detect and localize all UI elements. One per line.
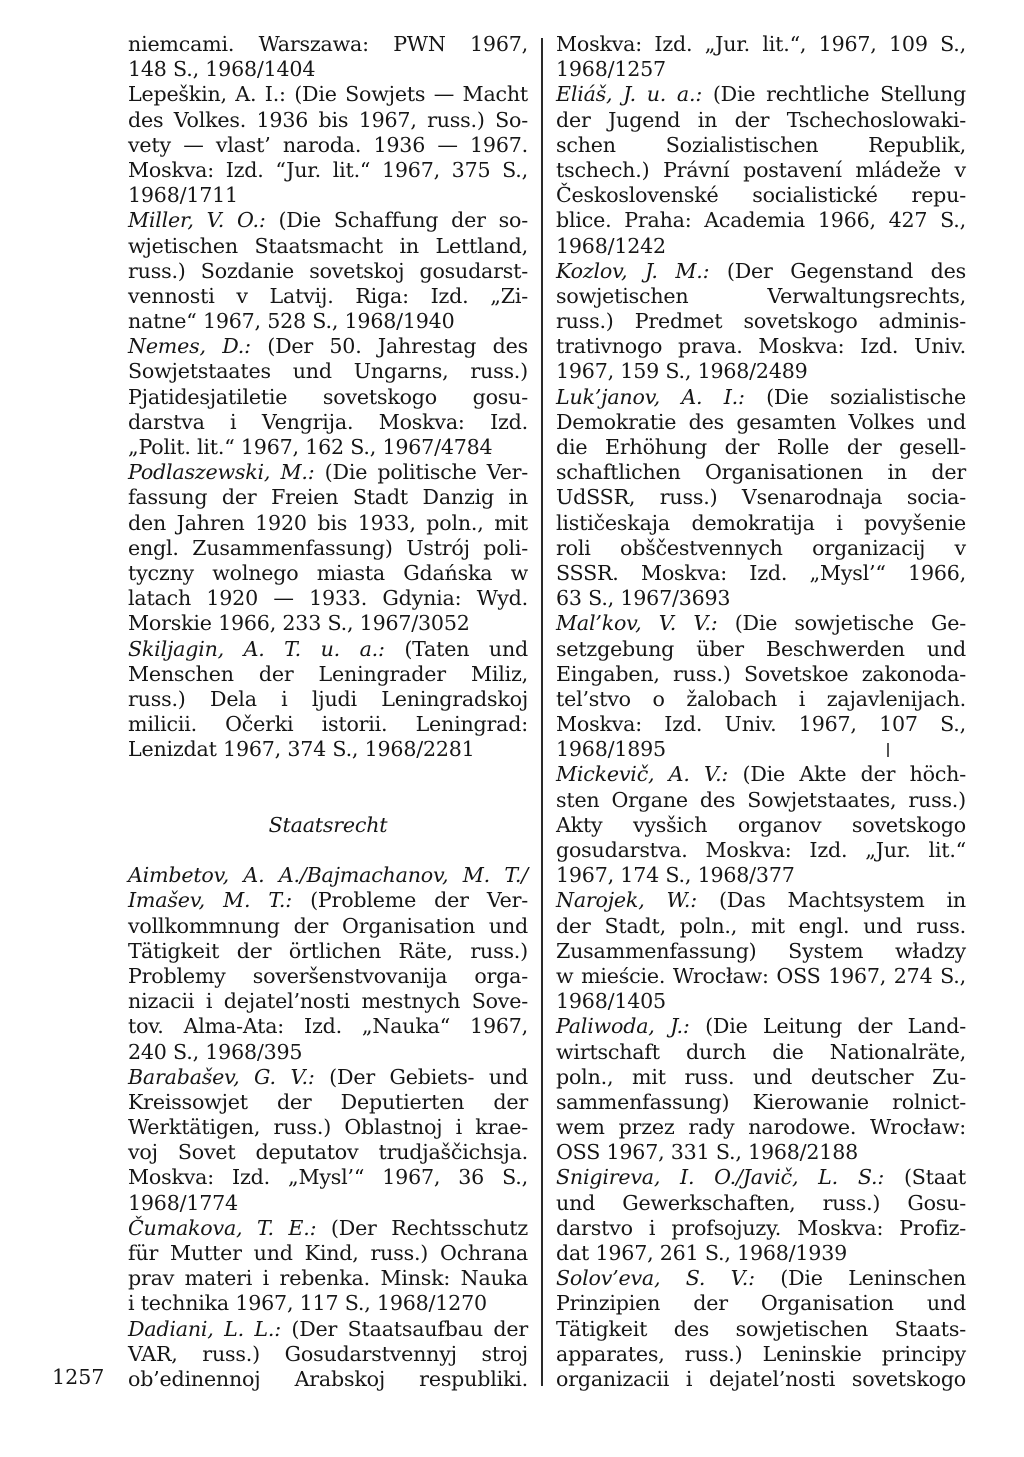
text-line [128, 309, 528, 334]
text-line [556, 989, 966, 1014]
margin-mark [887, 743, 889, 757]
entry-first-line [128, 637, 528, 662]
entry-author: Aimbetov, A. A./Bajmachanov, M. T./ [128, 863, 528, 888]
line-text: UdSSR, russ.) Vsenarodnaja socia- [556, 485, 966, 510]
line-text: Morskie 1966, 233 S., 1967/3052 [128, 611, 470, 636]
text-line [128, 964, 528, 989]
line-text: tel’stvo o žalobach i zajavlenijach. [556, 686, 966, 711]
line-text: sten Organe des Sowjetstaates, russ.) [556, 787, 966, 812]
entry-first-line [128, 1317, 528, 1342]
left-column [128, 32, 528, 1392]
line-text: wirtschaft durch die Nationalräte, [556, 1039, 966, 1064]
line-text: darstva i Vengrija. Moskva: Izd. [128, 409, 528, 434]
text-line [128, 1090, 528, 1115]
text-line [128, 259, 528, 284]
text-line [128, 662, 528, 687]
entry-author: Snigireva, I. O./Javič, L. S.: [556, 1165, 885, 1190]
blank-line [128, 762, 528, 787]
line-text: VAR, russ.) Gosudarstvennyj stroj [128, 1341, 528, 1366]
text-line [128, 234, 528, 259]
line-text: der Jugend in der Tschechoslowaki- [556, 107, 966, 132]
line-text: schaftlichen Organisationen in der [556, 460, 966, 485]
text-line [556, 637, 966, 662]
line-text: (Die Akte der höch- [728, 762, 967, 787]
line-text: 63 S., 1967/3693 [556, 586, 731, 611]
line-text: 1968/1242 [556, 233, 666, 258]
line-text: roli obščestvennych organizacij v [556, 535, 966, 560]
entry-first-line [556, 1266, 966, 1291]
entry-first-line [128, 863, 528, 888]
entry-author: Nemes, D.: [128, 334, 251, 359]
line-text: (Das Machtsystem in [696, 888, 966, 913]
line-text: natne“ 1967, 528 S., 1968/1940 [128, 309, 455, 334]
entry-first-line [128, 1216, 528, 1241]
text-line [556, 460, 966, 485]
line-text: (Die Leitung der Land- [689, 1014, 966, 1039]
line-text: sowjetischen Verwaltungsrechts, [556, 283, 966, 308]
right-column [556, 32, 966, 1392]
text-line [128, 586, 528, 611]
text-line [556, 183, 966, 208]
text-line [128, 1014, 528, 1039]
text-line [556, 359, 966, 384]
line-text: wjetischen Staatsmacht in Lettland, [128, 233, 528, 258]
text-line [556, 1065, 966, 1090]
entry-author: Paliwoda, J.: [556, 1014, 690, 1039]
text-line [556, 1291, 966, 1316]
text-line [556, 284, 966, 309]
text-line [128, 989, 528, 1014]
entry-first-line [556, 1014, 966, 1039]
line-text: Menschen der Leningrader Miliz, [128, 661, 528, 686]
line-text: darstvo i profsojuzy. Moskva: Profiz- [556, 1215, 966, 1240]
text-line [556, 561, 966, 586]
line-text: organizacii i dejatel’nosti sovetskogo [556, 1366, 966, 1391]
entry-author: Imašev, M. T.: [128, 888, 292, 913]
text-line [128, 914, 528, 939]
text-line [556, 410, 966, 435]
text-line [128, 359, 528, 384]
text-line [128, 1342, 528, 1367]
entry-first-line [556, 611, 966, 636]
line-text: schen Sozialistischen Republik, [556, 132, 966, 157]
entry-first-line [128, 208, 528, 233]
line-text: milicii. Očerki istorii. Leningrad: [128, 712, 528, 737]
line-text: apparates, russ.) Leninskie principy [556, 1341, 966, 1366]
line-text: vety — vlast’ naroda. 1936 — 1967. [128, 132, 528, 157]
text-line [128, 133, 528, 158]
text-line [556, 863, 966, 888]
text-line [556, 586, 966, 611]
line-text: wem przez rady narodowe. Wrocław: [556, 1115, 966, 1140]
entry-first-line [128, 460, 528, 485]
text-line [128, 712, 528, 737]
entry-author: Solov’eva, S. V.: [556, 1266, 755, 1291]
text-line [128, 1165, 528, 1190]
text-line [128, 32, 528, 57]
line-text: tyczny wolnego miasta Gdańska w [128, 560, 528, 585]
line-text: 1967, 159 S., 1968/2489 [556, 359, 808, 384]
line-text: vollkommnung der Organisation und [128, 913, 528, 938]
text-line [556, 914, 966, 939]
line-text: blice. Praha: Academia 1966, 427 S., [556, 208, 966, 233]
line-text: russ.) Predmet sovetskogo adminis- [556, 309, 966, 334]
text-line [128, 687, 528, 712]
line-text: dat 1967, 261 S., 1968/1939 [556, 1241, 848, 1265]
line-text: Prinzipien der Organisation und [556, 1291, 966, 1316]
text-line [128, 1140, 528, 1165]
entry-author: Čumakova, T. E.: [128, 1215, 317, 1240]
text-line [556, 939, 966, 964]
line-text: Eingaben, russ.) Sovetskoe zakonoda- [556, 661, 966, 686]
line-text: (Die Leninschen [754, 1266, 966, 1291]
line-text: des Volkes. 1936 bis 1967, russ.) So- [128, 107, 528, 132]
entry-author: Kozlov, J. M.: [556, 258, 710, 283]
entry-first-line [556, 82, 966, 107]
text-line [556, 536, 966, 561]
text-line [556, 435, 966, 460]
line-text: 1968/1711 [128, 183, 238, 208]
text-line [556, 1342, 966, 1367]
line-text: (Die sowjetische Ge- [717, 611, 967, 636]
text-line [556, 57, 966, 82]
line-text: Lenizdat 1967, 374 S., 1968/2281 [128, 737, 475, 762]
text-line [556, 234, 966, 259]
entry-first-line [556, 1165, 966, 1190]
line-text: sammenfassung) Kierowanie rolnict- [556, 1089, 966, 1114]
line-text: poln., mit russ. und deutscher Zu- [556, 1064, 966, 1089]
line-text: (Probleme der Ver- [292, 888, 528, 913]
line-text: (Staat [884, 1165, 966, 1190]
line-text: setzgebung über Beschwerden und [556, 636, 966, 661]
entry-first-line [128, 1065, 528, 1090]
line-text: ob’edinennoj Arabskoj respubliki. [128, 1366, 528, 1391]
line-text: i technika 1967, 117 S., 1968/1270 [128, 1291, 487, 1316]
text-line [128, 1266, 528, 1291]
line-text: Československé socialistické repu- [556, 183, 966, 208]
line-text: vennosti v Latvij. Riga: Izd. „Zi- [128, 283, 528, 308]
line-text: engl. Zusammenfassung) Ustrój poli- [128, 535, 528, 560]
text-line [556, 687, 966, 712]
line-text: Demokratie des gesamten Volkes und [556, 409, 966, 434]
text-line [128, 1191, 528, 1216]
text-line [556, 1191, 966, 1216]
line-text: Tätigkeit der örtlichen Räte, russ.) [128, 938, 528, 963]
line-text: latach 1920 — 1933. Gdynia: Wyd. [128, 586, 528, 611]
entry-author: Miller, V. O.: [128, 208, 266, 233]
text-line [556, 1241, 966, 1266]
text-line [556, 788, 966, 813]
section-heading: Staatsrecht [268, 812, 388, 837]
text-line [128, 385, 528, 410]
line-text: der Stadt, poln., mit engl. und russ. [556, 913, 966, 938]
line-text: tschech.) Právní postavení mládeže v [556, 157, 966, 182]
line-text: w mieście. Wrocław: OSS 1967, 274 S., [556, 963, 966, 988]
entry-author: Podlaszewski, M.: [128, 460, 315, 485]
line-text: Kreissowjet der Deputierten der [128, 1089, 528, 1114]
text-line [556, 712, 966, 737]
text-line [556, 158, 966, 183]
text-line [128, 1367, 528, 1392]
line-text: den Jahren 1920 bis 1933, poln., mit [128, 510, 528, 535]
line-text: prav materi i rebenka. Minsk: Nauka [128, 1266, 528, 1291]
text-line [128, 939, 528, 964]
text-line [556, 1140, 966, 1165]
text-line [556, 838, 966, 863]
line-text: Moskva: Izd. „Jur. lit.“, 1967, 109 S., [556, 32, 966, 56]
line-text: fassung der Freien Stadt Danzig in [128, 485, 528, 510]
text-line [128, 737, 528, 762]
text-line [128, 435, 528, 460]
line-text: Pjatidesjatiletie sovetskogo gosu- [128, 384, 528, 409]
line-text: „Polit. lit.“ 1967, 162 S., 1967/4784 [128, 435, 493, 459]
entry-first-line [556, 762, 966, 787]
line-text: (Der Gegenstand des [709, 258, 966, 283]
text-line [556, 1090, 966, 1115]
text-line [128, 158, 528, 183]
text-line [128, 536, 528, 561]
line-text: 240 S., 1968/395 [128, 1039, 303, 1064]
line-text: 1967, 174 S., 1968/377 [556, 863, 795, 888]
line-text: russ.) Sozdanie sovetskoj gosudarst- [128, 258, 528, 283]
text-line [556, 309, 966, 334]
line-text: Moskva: Izd. “Jur. lit.“ 1967, 375 S., [128, 157, 528, 182]
line-text: (Die politische Ver- [314, 460, 528, 485]
line-text: 1968/1774 [128, 1190, 238, 1215]
entry-first-line [556, 385, 966, 410]
text-line [128, 611, 528, 636]
line-text: russ.) Dela i ljudi Leningradskoj [128, 686, 528, 711]
text-line [556, 108, 966, 133]
text-line [556, 511, 966, 536]
line-text: (Die Schaffung der so- [265, 208, 528, 233]
line-text: Moskva: Izd. Univ. 1967, 107 S., [556, 712, 966, 737]
text-line [556, 485, 966, 510]
text-line [556, 964, 966, 989]
line-text: Sowjetstaates und Ungarns, russ.) [128, 359, 528, 384]
entry-first-line [128, 888, 528, 913]
text-line [556, 813, 966, 838]
line-text: für Mutter und Kind, russ.) Ochrana [128, 1241, 528, 1265]
line-text: die Erhöhung der Rolle der gesell- [556, 435, 966, 459]
entry-first-line [128, 334, 528, 359]
line-text: Tätigkeit des sowjetischen Staats- [556, 1316, 966, 1341]
line-text: Akty vysšich organov sovetskogo [556, 812, 966, 837]
text-line [128, 410, 528, 435]
line-text: (Der 50. Jahrestag des [250, 334, 528, 359]
line-text: (Der Gebiets- und [314, 1064, 528, 1089]
line-text: Problemy soveršenstvovanija orga- [128, 963, 528, 988]
entry-author: Mal’kov, V. V.: [556, 611, 718, 636]
line-text: gosudarstva. Moskva: Izd. „Jur. lit.“ [556, 838, 966, 862]
text-line [128, 57, 528, 82]
text-line [556, 133, 966, 158]
line-text: Werktätigen, russ.) Oblastnoj i krae- [128, 1115, 528, 1140]
text-line [128, 1115, 528, 1140]
text-line [128, 485, 528, 510]
page-number: 1257 [52, 1365, 105, 1389]
line-text: und Gewerkschaften, russ.) Gosu- [556, 1190, 966, 1215]
line-text: (Taten und [384, 636, 528, 661]
line-text: lističeskaja demokratija i povyšenie [556, 510, 966, 535]
line-text: 1968/1257 [556, 57, 666, 82]
line-text: voj Sovet deputatov trudjaščichsja. [128, 1140, 528, 1165]
text-line [556, 1040, 966, 1065]
line-text: 1968/1895 [556, 737, 666, 762]
line-text: 148 S., 1968/1404 [128, 57, 316, 82]
text-line [556, 208, 966, 233]
text-line [128, 108, 528, 133]
entry-author: Eliáš, J. u. a.: [556, 82, 703, 107]
text-line [556, 662, 966, 687]
text-line [128, 284, 528, 309]
text-line [556, 1216, 966, 1241]
line-text: niemcami. Warszawa: PWN 1967, [128, 32, 528, 56]
text-line [128, 1040, 528, 1065]
text-line [128, 561, 528, 586]
line-text: (Der Staatsaufbau der [280, 1316, 528, 1341]
entry-first-line [556, 888, 966, 913]
line-text: (Die rechtliche Stellung [702, 82, 966, 107]
text-line [556, 1115, 966, 1140]
entry-author: Luk’janov, A. I.: [556, 384, 745, 409]
line-text: (Der Rechtsschutz [316, 1215, 528, 1240]
line-text: trativnogo prava. Moskva: Izd. Univ. [556, 334, 966, 359]
line-text: 1968/1405 [556, 989, 666, 1014]
text-line [128, 183, 528, 208]
entry-author: Dadiani, L. L.: [128, 1316, 281, 1341]
text-line [556, 1317, 966, 1342]
line-text: Zusammenfassung) System władzy [556, 938, 966, 963]
text-line [556, 1367, 966, 1392]
blank-line [128, 838, 528, 863]
entry-first-line [556, 259, 966, 284]
line-text: SSSR. Moskva: Izd. „Mysl’“ 1966, [556, 560, 966, 585]
text-line [128, 1241, 528, 1266]
text-line [556, 737, 966, 762]
blank-line [128, 788, 528, 813]
text-line [128, 1291, 528, 1316]
text-line [556, 334, 966, 359]
line-text: tov. Alma-Ata: Izd. „Nauka“ 1967, [128, 1014, 528, 1039]
line-text: OSS 1967, 331 S., 1968/2188 [556, 1140, 859, 1165]
text-line [128, 511, 528, 536]
entry-author: Barabašev, G. V.: [128, 1064, 315, 1089]
line-text: Lepeškin, A. I.: (Die Sowjets — Macht [128, 82, 528, 107]
line-text: (Die sozialistische [744, 384, 966, 409]
entry-author: Narojek, W.: [556, 888, 697, 913]
line-text: nizacii i dejatel’nosti mestnych Sove- [128, 989, 528, 1014]
text-line [128, 82, 528, 107]
entry-author: Skiljagin, A. T. u. a.: [128, 636, 385, 661]
entry-author: Mickevič, A. V.: [556, 762, 729, 787]
line-text: Moskva: Izd. „Mysl’“ 1967, 36 S., [128, 1165, 528, 1190]
text-line [556, 32, 966, 57]
column-rule [541, 38, 543, 1386]
